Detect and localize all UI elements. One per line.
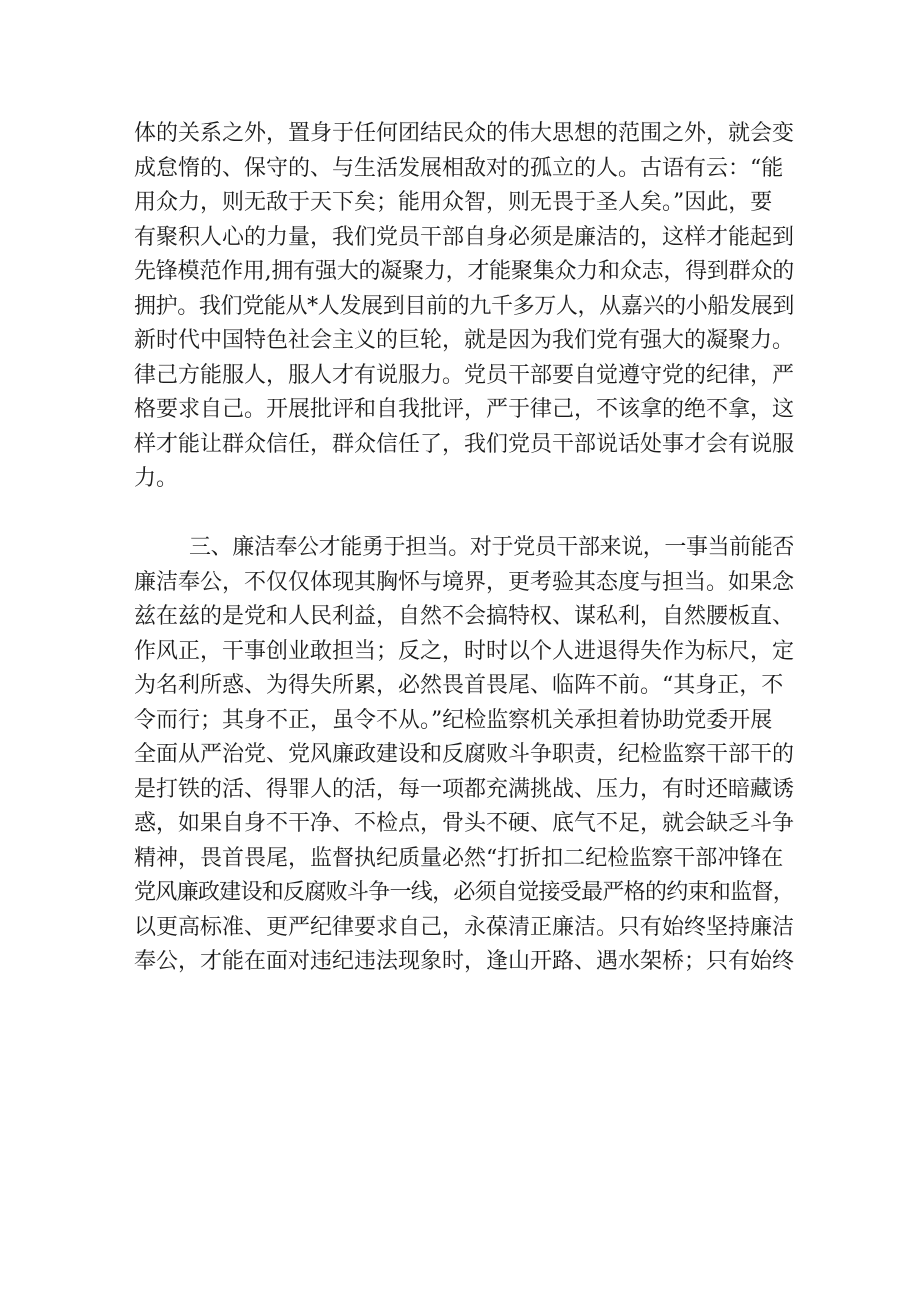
text-line: 党风廉政建设和反腐败斗争一线，必须自觉接受最严格的约束和监督， (134, 880, 795, 905)
text-line: 先锋模范作用,拥有强大的凝聚力，才能聚集众力和众志，得到群众的 (134, 259, 794, 284)
text-line: 以更高标准、更严纪律要求自己，永葆清正廉洁。只有始终坚持廉洁 (134, 914, 795, 940)
body-text (134, 117, 794, 980)
text-line: 格要求自己。开展批评和自我批评，严于律己，不该拿的绝不拿，这 (134, 397, 795, 422)
paragraph-gap (134, 497, 794, 532)
text-line: 样才能让群众信任，群众信任了，我们党员干部说话处事才会有说服 (134, 431, 795, 457)
text-line: 是打铁的活、得罪人的活，每一项都充满挑战、压力，有时还暗藏诱 (134, 776, 795, 802)
text-line: 精神，畏首畏尾，监督执纪质量必然“打折扣二纪检监察干部冲锋在 (134, 845, 784, 871)
text-line: 作风正，干事创业敢担当；反之，时时以个人进退得失作为标尺，定 (134, 638, 795, 664)
text-line: 为名利所惑、为得失所累，必然畏首畏尾、临阵不前。“其身正，不 (134, 673, 784, 698)
text-line: 成怠惰的、保守的、与生活发展相敌对的孤立的人。古语有云：“能 (134, 155, 784, 181)
text-line: 力。 (134, 466, 179, 491)
text-line: 用众力，则无敌于天下矣；能用众智，则无畏于圣人矣。”因此，要 (134, 190, 773, 215)
text-line: 奉公，才能在面对违纪违法现象时，逢山开路、遇水架桥；只有始终 (134, 949, 795, 974)
text-line: 惑，如果自身不干净、不检点，骨头不硬、底气不足，就会缺乏斗争 (134, 811, 795, 836)
text-line: 令而行；其身不正，虽令不从。”纪检监察机关承担着协助党委开展 (134, 707, 773, 733)
text-line: 兹在兹的是党和人民利益，自然不会搞特权、谋私利，自然腰板直、 (134, 604, 795, 629)
text-line: 体的关系之外，置身于任何团结民众的伟大思想的范围之外，就会变 (134, 121, 795, 146)
text-line: 律己方能服人，服人才有说服力。党员干部要自觉遵守党的纪律，严 (134, 362, 795, 388)
text-line: 有聚积人心的力量，我们党员干部自身必须是廉洁的，这样才能起到 (134, 224, 795, 250)
text-line: 全面从严治党、党风廉政建设和反腐败斗争职责，纪检监察干部干的 (134, 742, 795, 767)
text-line: 三、廉洁奉公才能勇于担当。对于党员干部来说，一事当前能否 (189, 535, 795, 560)
text-line: 廉洁奉公，不仅仅体现其胸怀与境界，更考验其态度与担当。如果念 (134, 569, 795, 595)
text-line: 新时代中国特色社会主义的巨轮，就是因为我们党有强大的凝聚力。 (134, 328, 795, 353)
text-line: 拥护。我们党能从*人发展到目前的九千多万人，从嘉兴的小船发展到 (134, 293, 795, 319)
